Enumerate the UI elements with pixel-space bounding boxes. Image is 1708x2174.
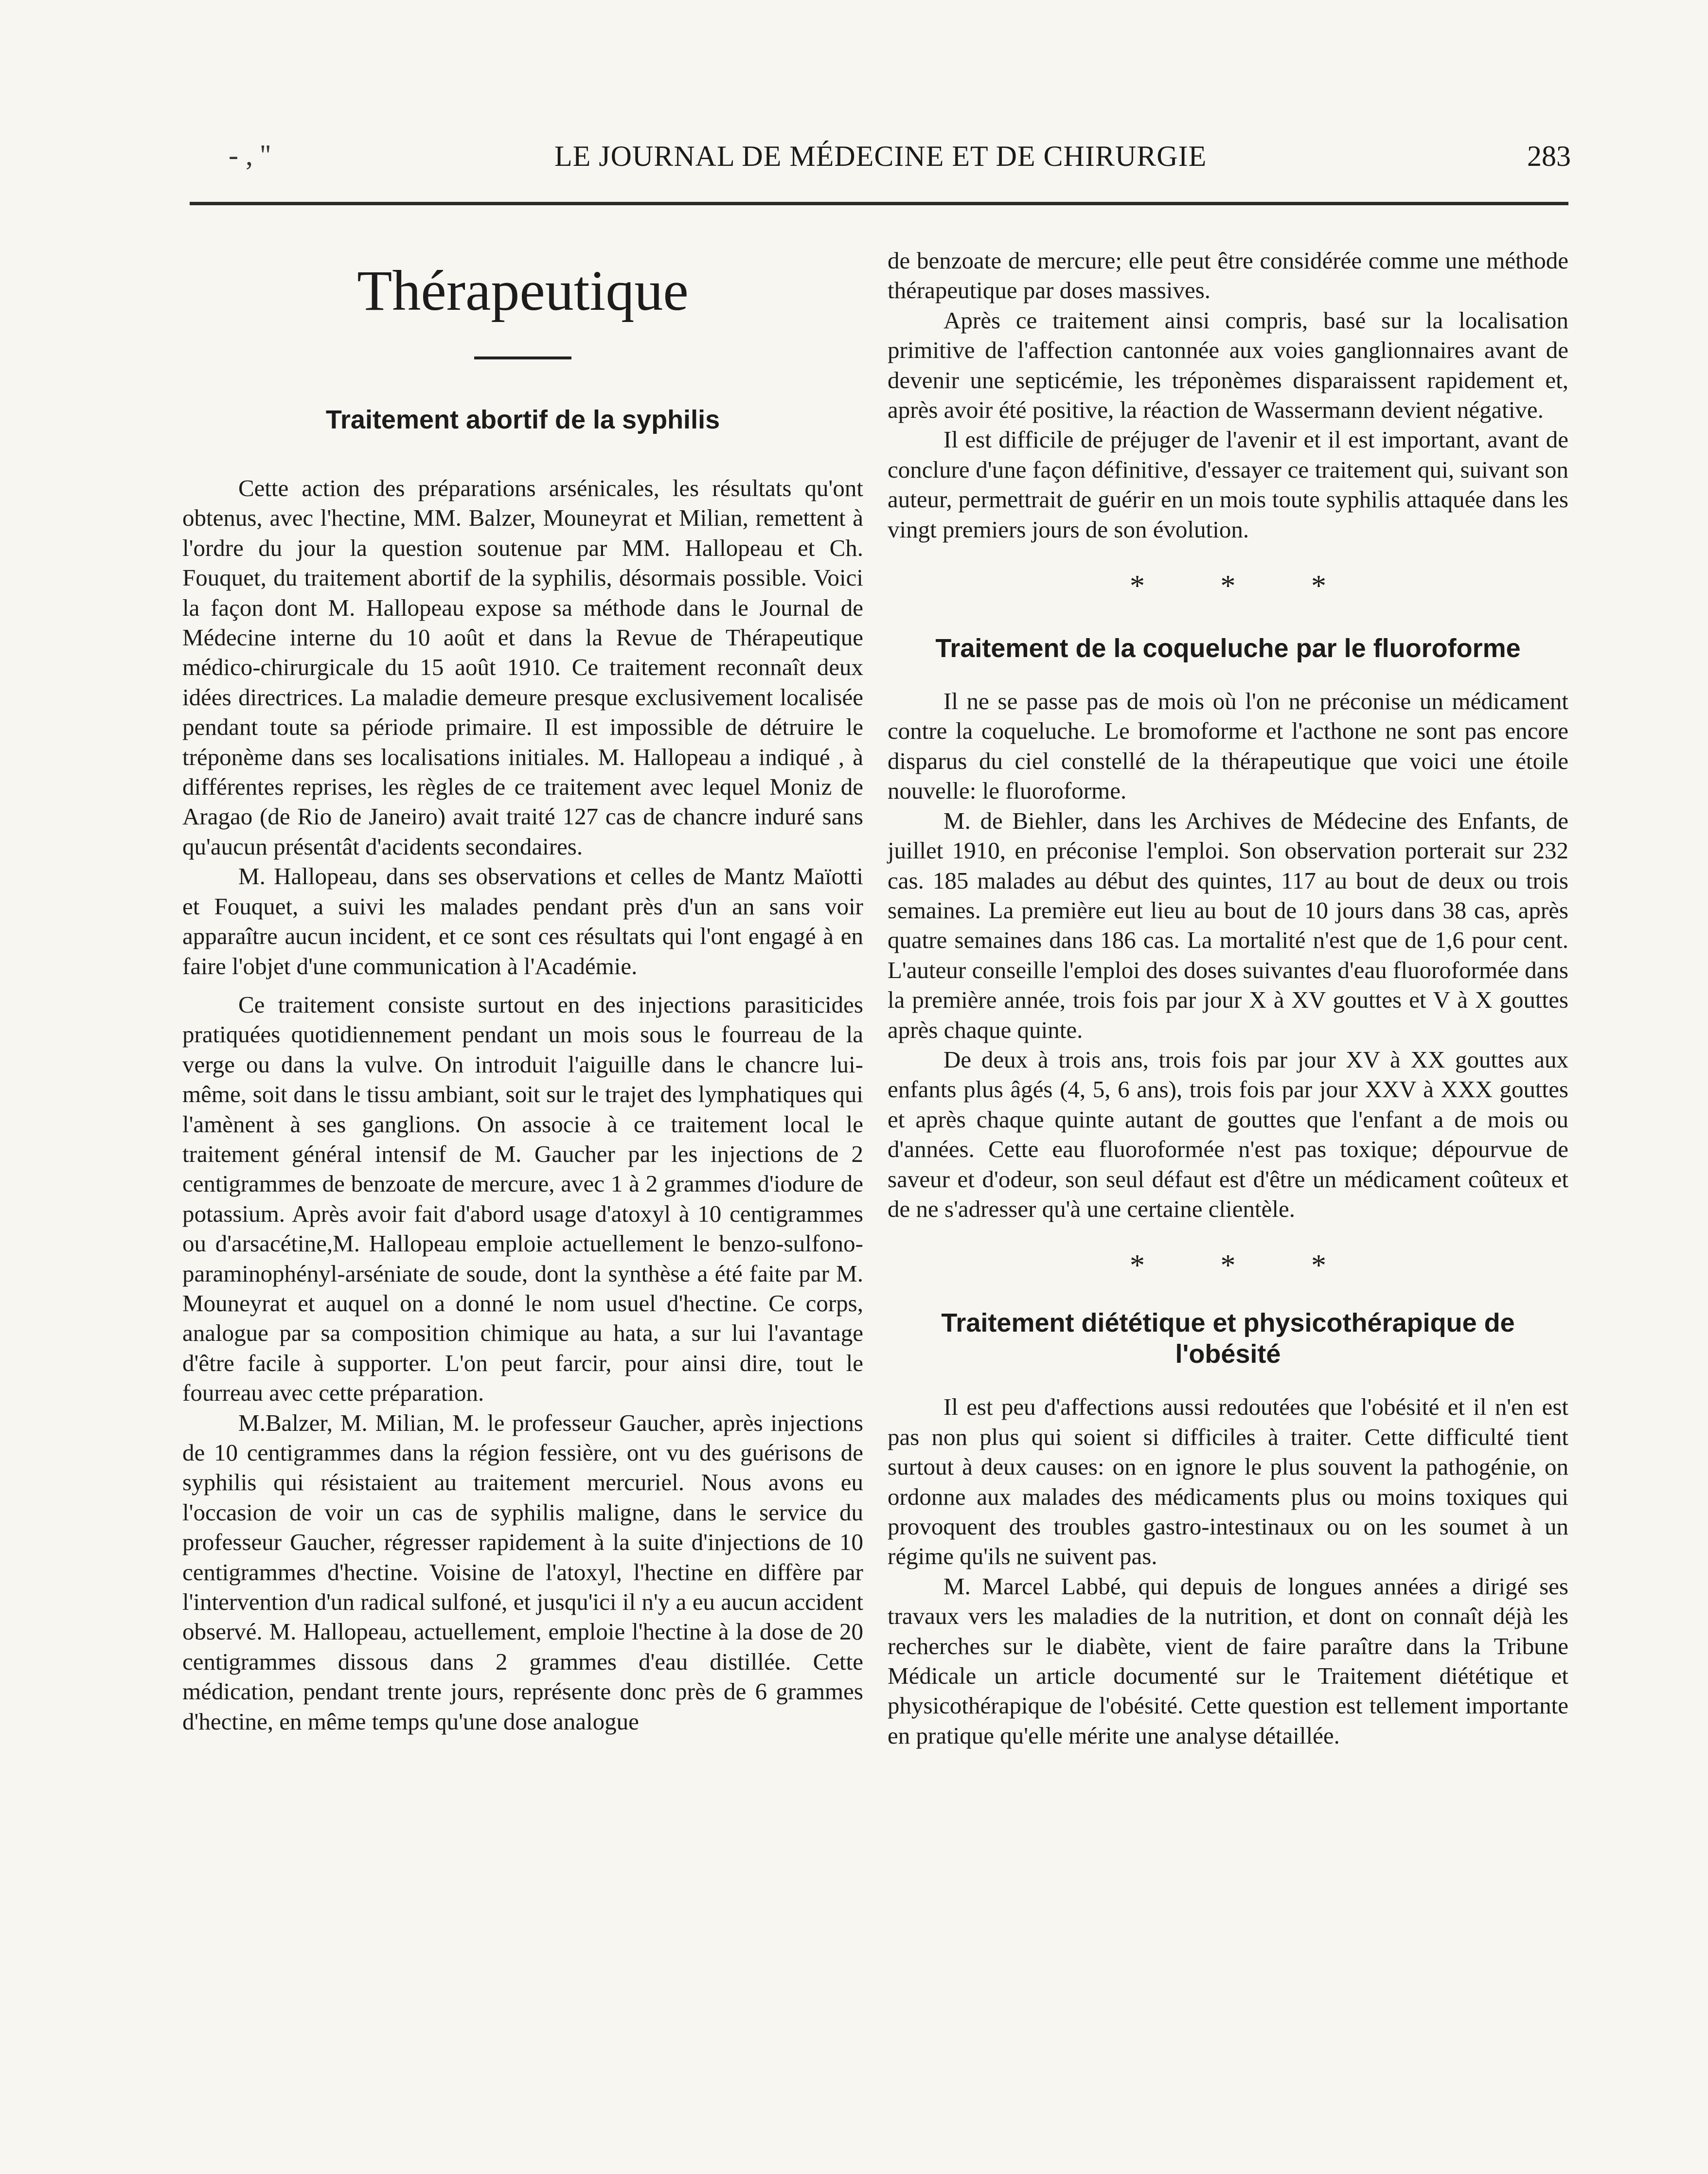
header-mark: - , '' — [229, 139, 271, 171]
paragraph: M.Balzer, M. Milian, M. le professeur Gaucher, après injections de 10 centigrammes dans la région fessière, ont vu des guérisons de syphilis qui résistaient au traitement mercuriel. Nous avons eu l'occasion de voir un cas de syphilis maligne, dans le service du professeur Gaucher, régresser rapidement à la suite d'injections de 10 centigrammes d'hectine. Voisine de l'atoxyl, l'hectine en diffère par l'intervention d'un radical sulfoné, et jusqu'ici il n'y a eu aucun accident observé. M. Hallopeau, actuellement, emploie l'hectine à la dose de 20 centigrammes dissous dans 2 grammes d'eau distillée. Cette médication, pendant trente jours, représente donc près de 6 grammes d'hectine, en même temps qu'une dose analogue — [182, 1409, 863, 1735]
paragraph: Cette action des préparations arsénicales, les résultats qu'ont obtenus, avec l'hectine, MM. Balzer, Mouneyrat et Milian, remettent à l'ordre du jour la question soutenue par MM. Hallopeau et Ch. Fouquet, du traitement abortif de la syphilis, désormais possible. Voici la façon dont M. Hallopeau expose sa méthode dans le Journal de Médecine interne du 10 août et dans la Revue de Thérapeutique médico-chirurgicale du 15 août 1910. Ce traitement reconnaît deux idées directrices. La maladie demeure presque exclusivement localisée pendant toute sa période primaire. Il est impossible de détruire le tréponème dans ses localisations initiales. M. Hallopeau a indiqué , à différentes reprises, les règles de ce traitement avec lequel Moniz de Aragao (de Rio de Janeiro) avait traité 127 cas de chancre induré sans qu'aucun présentât d'acidents secondaires. — [182, 475, 863, 860]
right-column — [888, 246, 1568, 1750]
section-title: Thérapeutique — [357, 259, 689, 322]
section-separator: * * * — [1130, 1249, 1360, 1283]
paragraph: de benzoate de mercure; elle peut être considérée comme une méthode thérapeutique par doses massives. — [888, 247, 1568, 304]
paragraph: M. Hallopeau, dans ses observations et celles de Mantz Maïotti et Fouquet, a suivi les malades pendant près d'un an sans voir apparaître aucun incident, et ce sont ces résultats qui l'ont engagé à en faire l'objet d'une communication à l'Académie. — [182, 863, 863, 980]
running-header — [185, 129, 1576, 187]
header-rule — [190, 202, 1568, 205]
paragraph: Il ne se passe pas de mois où l'on ne préconise un médicament contre la coqueluche. Le bromoforme et l'acthone ne sont pas encore disparus du ciel constellé de la thérapeutique que voici une étoile nouvelle: le fluoroforme. — [888, 688, 1568, 804]
paragraph: Ce traitement consiste surtout en des injections parasiticides pratiquées quotidiennement pendant un mois sous le fourreau de la verge ou dans la vulve. On introduit l'aiguille dans le chancre lui-même, soit dans le tissu ambiant, soit sur le trajet des lymphatiques qui l'amènent à ses ganglions. On associe à ce traitement local le traitement général intensif de M. Gaucher par les injections de 2 centigrammes de benzoate de mercure, avec 1 à 2 grammes d'iodure de potassium. Après avoir fait d'abord usage d'atoxyl à 10 centigrammes ou d'arsacétine,M. Hallopeau emploie actuellement le benzo-sulfono-paraminophényl-arséniate de soude, dont la synthèse a été faite par M. Mouneyrat et auquel on a donné le nom usuel d'hectine. Ce corps, analogue par sa composition chimique au hata, a sur lui l'avantage d'être facile à supporter. L'on peut farcir, pour ainsi dire, tout le fourreau avec cette préparation. — [182, 991, 863, 1407]
paragraph: Il est difficile de préjuger de l'avenir et il est important, avant de conclure d'une façon définitive, d'essayer ce traitement qui, suivant son auteur, permettrait de guérir en un mois toute syphilis attaquée dans les vingt premiers jours de son évolution. — [888, 426, 1568, 543]
article-heading-obesite: Traitement diététique et physicothérapique de l'obésité — [941, 1308, 1515, 1369]
left-column — [182, 246, 863, 1736]
paragraph: M. de Biehler, dans les Archives de Médecine des Enfants, de juillet 1910, en préconise l'emploi. Son observation porterait sur 232 cas. 185 malades au début des quintes, 117 au bout de deux ou trois semaines. La première eut lieu au bout de 10 jours dans 38 cas, après quatre semaines dans 186 cas. La mortalité n'est que de 1,6 pour cent. L'auteur conseille l'emploi des doses suivantes d'eau fluoroformée dans la première année, trois fois par jour X à XV gouttes et V à X gouttes après chaque quinte. — [888, 807, 1568, 1043]
article-heading-coqueluche: Traitement de la coqueluche par le fluoroforme — [935, 634, 1521, 663]
article-heading-syphilis: Traitement abortif de la syphilis — [325, 405, 720, 434]
paragraph: De deux à trois ans, trois fois par jour XV à XX gouttes aux enfants plus âgés (4, 5, 6 ans), trois fois par jour XXV à XXX gouttes et après chaque quinte autant de gouttes que l'enfant a de mois ou d'années. Cette eau fluoroformée n'est pas toxique; dépourvue de saveur et d'odeur, son seul défaut est d'être un médicament coûteux et de ne s'adresser qu'à une certaine clientèle. — [888, 1046, 1568, 1222]
page-number: 283 — [1527, 140, 1571, 172]
section-separator: * * * — [1130, 570, 1360, 603]
journal-title: LE JOURNAL DE MÉDECINE ET DE CHIRURGIE — [554, 140, 1207, 172]
paragraph: M. Marcel Labbé, qui depuis de longues années a dirigé ses travaux vers les maladies de la nutrition, et dont on connaît déjà les recherches sur le diabète, vient de faire paraître dans la Tribune Médicale un article documenté sur le Traitement diététique et physicothérapique de l'obésité. Cette question est tellement importante en pratique qu'elle mérite une analyse détaillée. — [888, 1572, 1568, 1749]
paragraph: Il est peu d'affections aussi redoutées que l'obésité et il n'en est pas non plus qui soient si difficiles à traiter. Cette difficulté tient surtout à deux causes: on en ignore le plus souvent la pathogénie, on ordonne aux malades des médicaments plus ou moins toxiques qui provoquent des troubles gastro-intestinaux ou on les soumet à un régime qu'ils ne suivent pas. — [888, 1393, 1568, 1570]
paragraph: Après ce traitement ainsi compris, basé sur la localisation primitive de l'affection cantonnée aux voies ganglionnaires avant de devenir une septicémie, les tréponèmes disparaissent rapidement et, après avoir été positive, la réaction de Wassermann devient négative. — [888, 306, 1568, 424]
title-rule — [474, 356, 571, 359]
